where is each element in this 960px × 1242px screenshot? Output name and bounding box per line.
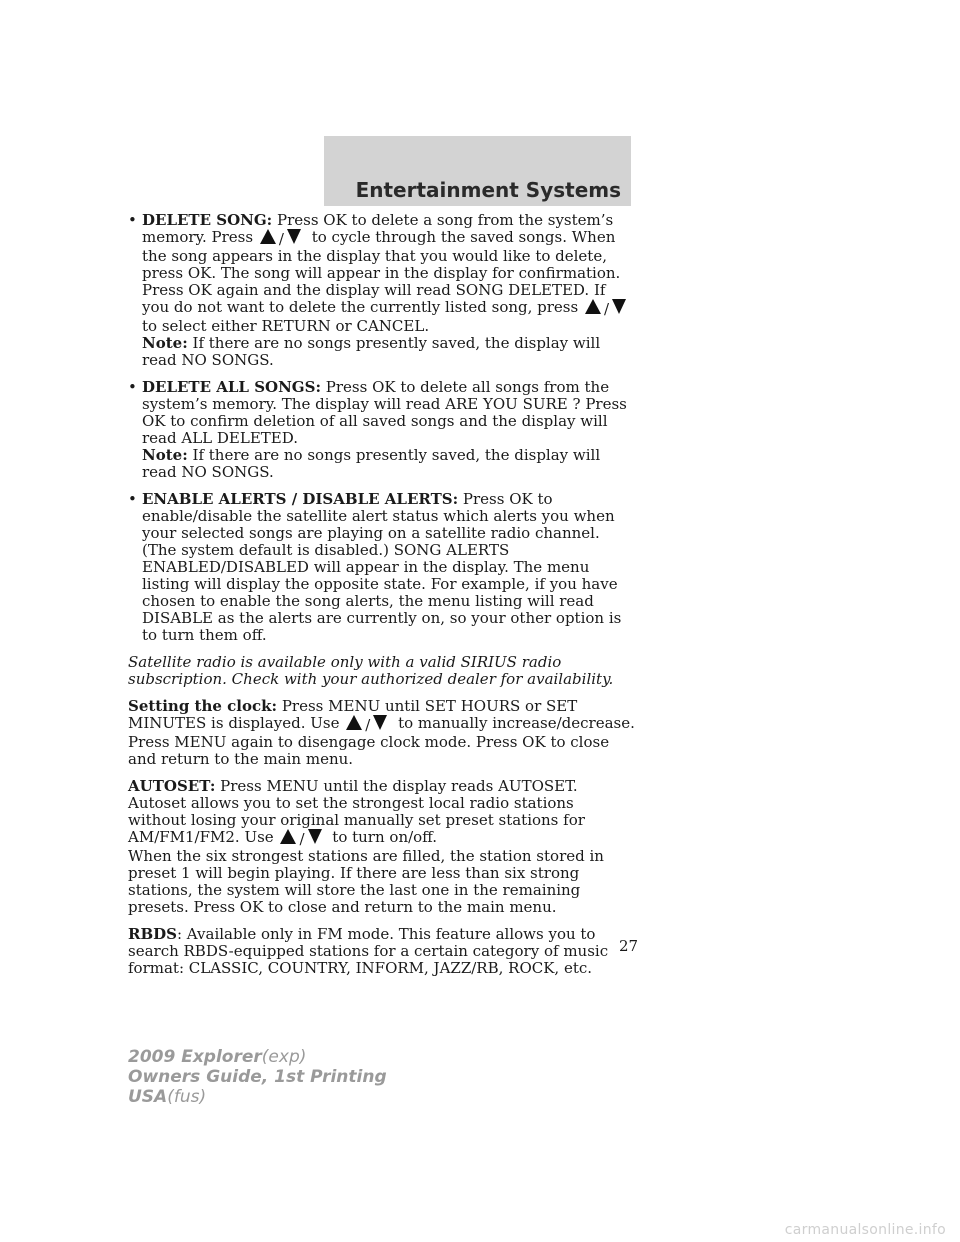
delete-song-text-3: to select either RETURN or CANCEL. [142,317,430,335]
section-header-band [324,136,631,206]
footer-region: USA [128,1087,168,1107]
footer-guide: Owners Guide, 1st Printing [128,1067,387,1087]
footer-line-2 [128,1067,387,1087]
up-down-arrows [585,299,626,318]
page-content [128,211,639,987]
term-delete-all-songs: DELETE ALL SONGS: [142,378,321,396]
down-arrow-icon [373,715,387,730]
satellite-availability-note: Satellite radio is available only with a valid SIRIUS radio subscription. Check with your authorized dealer for availability. [128,653,614,688]
bullet-delete-song [128,212,636,369]
arrow-separator: / [299,830,305,848]
print-footer [128,1047,387,1107]
autoset-paragraph [128,778,636,916]
up-arrow-icon [585,299,601,314]
footer-region-code: (fus) [167,1087,207,1107]
bullet-delete-all-songs [128,379,636,481]
delete-all-songs-text: Press OK to delete all songs from the system’s memory. The display will read ARE YOU SURE ? Press OK to confirm deletion of all saved songs and the display will read ALL DELETED. [142,378,627,447]
up-down-arrows [280,829,321,848]
up-arrow-icon [280,829,296,844]
bullet-dot: • [128,490,137,508]
enable-alerts-text: Press OK to enable/disable the satellite alert status which alerts you when your selected songs are playing on a satellite radio channel. (The system default is disabled.) SONG ALERTS ENABLED/DISABLED will appear in the display. The menu listing will display the opposite state. For example, if you have chosen to enable the song alerts, the menu listing will read DISABLE as the alerts are currently on, so your other option is to turn them off. [142,490,622,644]
term-delete-song: DELETE SONG: [142,211,273,229]
footer-model: 2009 Explorer [128,1047,262,1067]
delete-song-text-2: to cycle through the saved songs. When the song appears in the display that you would like to delete, press OK. The song will appear in the display for confirmation. Press OK again and the display will read SONG DELETED. If you do not want to delete the currently listed song, press [142,228,621,316]
footer-line-3 [128,1087,387,1107]
rbds-text: : Available only in FM mode. This feature allows you to search RBDS-equipped stations for a certain category of music format: CLASSIC, COUNTRY, INFORM, JAZZ/RB, ROCK, etc. [128,925,609,977]
setting-the-clock-paragraph [128,698,636,768]
note-text: If there are no songs presently saved, the display will read NO SONGS. [142,334,601,369]
note-text: If there are no songs presently saved, the display will read NO SONGS. [142,446,601,481]
up-arrow-icon [346,715,362,730]
bullet-dot: • [128,211,137,229]
footer-model-code: (exp) [261,1047,307,1067]
down-arrow-icon [287,229,301,244]
note-label: Note: [142,334,188,352]
autoset-text-1: Press MENU until the display reads AUTOSET. Autoset allows you to set the strongest local radio stations without losing your original manually set preset stations for AM/FM1/FM2. Use [128,777,585,846]
term-enable-alerts: ENABLE ALERTS / DISABLE ALERTS: [142,490,459,508]
term-rbds: RBDS [128,925,177,943]
watermark: carmanualsonline.info [784,1222,946,1238]
arrow-separator: / [603,300,610,318]
term-autoset: AUTOSET: [128,777,216,795]
arrow-separator: / [278,230,284,248]
footer-line-1 [128,1047,387,1067]
clock-text-2: to manually increase/decrease. Press MENU again to disengage clock mode. Press OK to close and return to the main menu. [128,714,635,768]
section-title: Entertainment Systems [355,178,621,202]
up-arrow-icon [260,229,276,244]
up-down-arrows [346,715,387,734]
up-down-arrows [260,229,301,248]
bullet-dot: • [128,378,137,396]
term-setting-the-clock: Setting the clock: [128,697,278,715]
delete-song-text-1: Press OK to delete a song from the system’s memory. Press [142,211,614,246]
rbds-paragraph [128,925,639,977]
autoset-text-3: When the six strongest stations are filled, the station stored in preset 1 will begin playing. If there are less than six strong stations, the system will store the last one in the remaining presets. Press OK to close and return to the main menu. [128,847,604,916]
down-arrow-icon [308,829,322,844]
delete-all-songs-note [142,447,636,481]
arrow-separator: / [365,716,371,734]
page-number: 27 [619,937,639,955]
delete-song-note [142,335,636,369]
down-arrow-icon [612,299,626,314]
autoset-text-2: to turn on/off. [332,828,438,846]
note-label: Note: [142,446,188,464]
clock-text-1: Press MENU until SET HOURS or SET MINUTES is displayed. Use [128,697,578,732]
bullet-enable-alerts [128,491,636,644]
